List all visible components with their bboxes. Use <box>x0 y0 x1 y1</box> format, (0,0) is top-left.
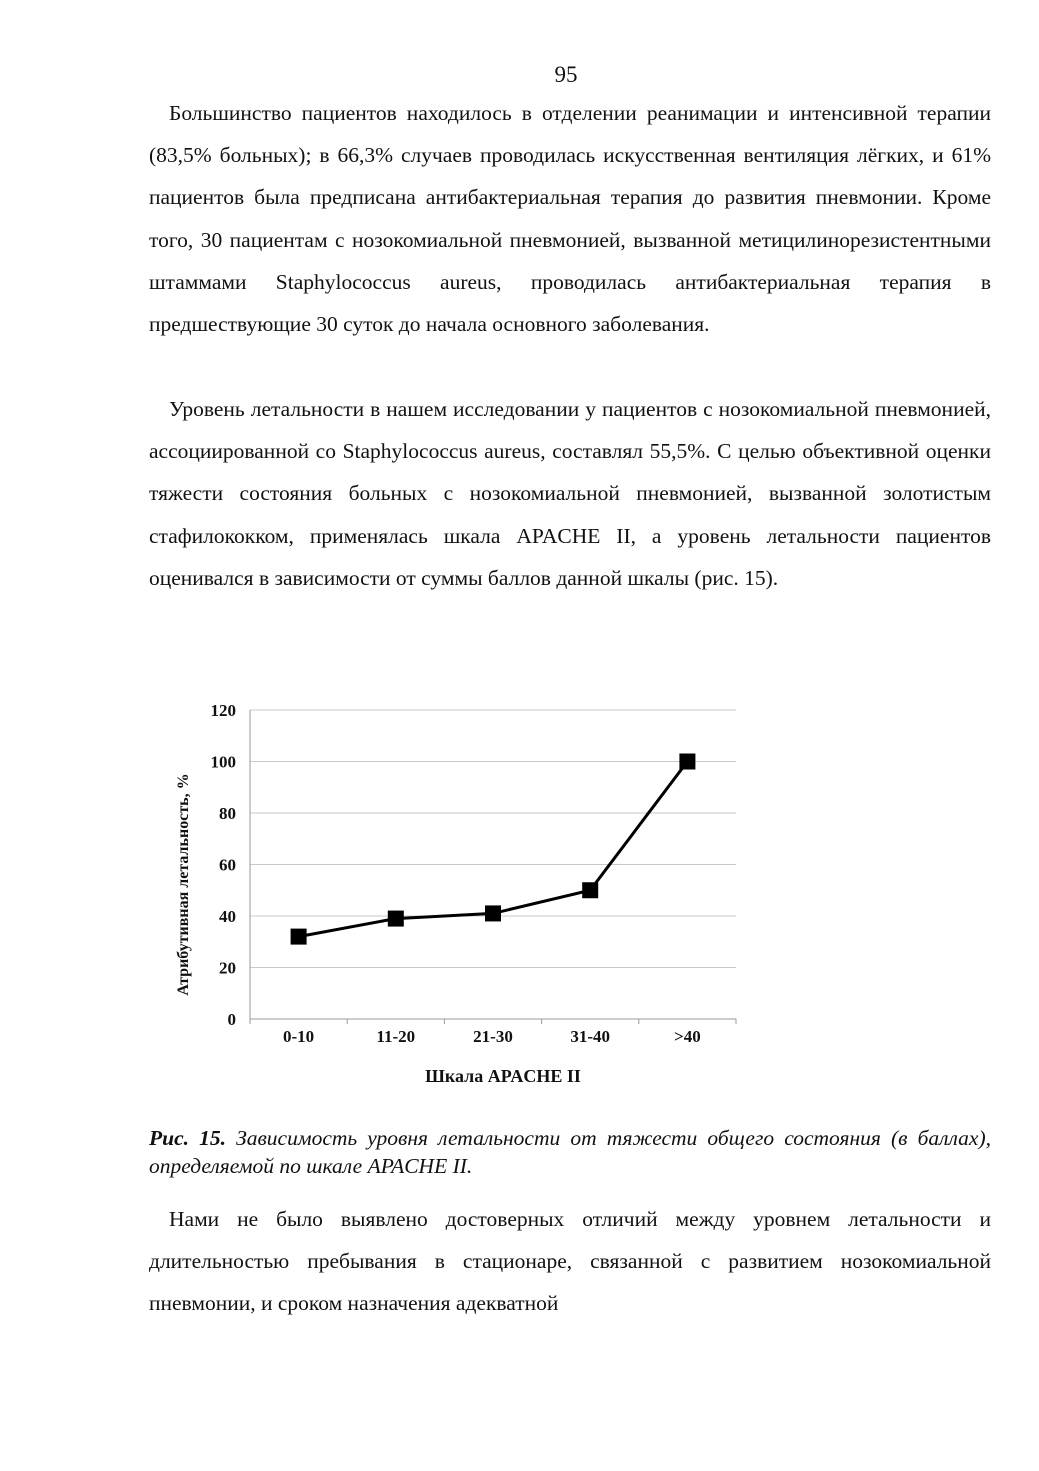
x-axis-title: Шкала APACHE II <box>425 1066 581 1086</box>
x-tick-label: 0-10 <box>283 1027 315 1046</box>
caption-label: Рис. 15. <box>149 1126 226 1150</box>
figure-15-chart <box>160 690 760 1100</box>
page-number: 95 <box>554 62 578 87</box>
x-tick-label: >40 <box>674 1027 701 1046</box>
data-point <box>485 905 501 921</box>
x-tick-label: 31-40 <box>570 1027 611 1046</box>
y-tick-label: 60 <box>219 855 236 875</box>
y-tick-label: 20 <box>219 958 236 978</box>
y-tick-label: 120 <box>210 701 236 720</box>
y-tick-label: 0 <box>227 1010 236 1029</box>
data-point <box>679 754 695 770</box>
paragraph-2: Уровень летальности в нашем исследовании у пациентов с нозокомиальной пневмонией, ассоциированной со Staphylococcus aureus, составлял 55,5%. С целью объективной оценки тяжести состояния больных с нозокомиальной пневмонией, вызванной золотистым стафилококком, применялась шкала APACHE II, а уровень летальности пациентов оценивался в зависимости от суммы баллов данной шкалы (рис. 15). <box>149 397 991 590</box>
paragraph-3: Нами не было выявлено достоверных отличий между уровнем летальности и длительностью пребывания в стационаре, связанной с развитием нозокомиальной пневмонии, и сроком назначения адекватной <box>149 1207 991 1316</box>
data-point <box>291 929 307 945</box>
y-tick-label: 80 <box>219 804 236 823</box>
figure-caption <box>149 1124 991 1180</box>
x-tick-label: 21-30 <box>473 1027 513 1046</box>
caption-text: Зависимость уровня летальности от тяжести общего состояния (в баллах), определяемой по шкале APACHE II. <box>149 1126 991 1178</box>
data-point <box>388 911 404 927</box>
y-tick-label: 100 <box>210 752 236 772</box>
paragraph-1: Большинство пациентов находилось в отделении реанимации и интенсивной терапии (83,5% больных); в 66,3% случаев проводилась искусственная вентиляция лёгких, и 61% пациентов была предписана антибактериальная терапия до развития пневмонии. Кроме того, 30 пациентам с нозокомиальной пневмонией, вызванной метицилинорезистентными штаммами Staphylococcus aureus, проводилась антибактериальная терапия в предшествующие 30 суток до начала основного заболевания. <box>149 101 991 337</box>
y-tick-label: 40 <box>219 907 236 926</box>
x-tick-label: 11-20 <box>376 1027 416 1046</box>
y-axis-title: Атрибутивная летальность, % <box>175 773 192 996</box>
chart-svg <box>160 690 760 1100</box>
data-point <box>582 882 598 898</box>
